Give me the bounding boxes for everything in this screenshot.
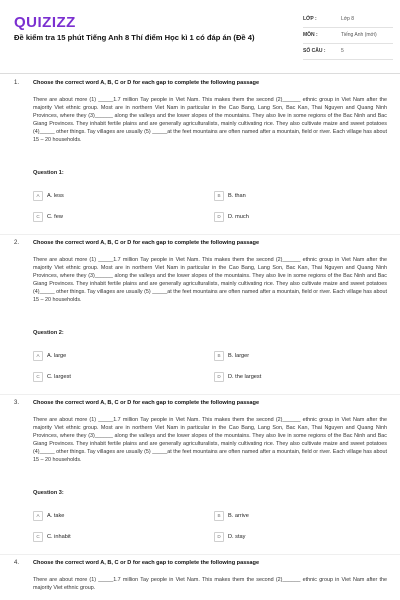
header xyxy=(0,0,400,72)
option-text: C. inhabit xyxy=(47,534,71,540)
question-label: Question 2: xyxy=(33,330,64,336)
option-letter-box: A xyxy=(33,191,43,201)
question-number: 1. xyxy=(14,80,20,86)
option-text: C. largest xyxy=(47,374,71,380)
question-passage: There are about more (1) _____1.7 million Tay people in Viet Nam. This makes them the second (2)______ ethnic group in Viet Nam after the majority Viet ethnic group. xyxy=(33,577,387,592)
option-d[interactable] xyxy=(214,532,245,542)
option-c[interactable] xyxy=(33,212,63,222)
quizizz-logo: QUIZIZZ xyxy=(14,14,76,31)
option-letter-box: A xyxy=(33,511,43,521)
meta-label: SỐ CÂU : xyxy=(303,48,326,54)
option-text: A. less xyxy=(47,193,64,199)
question-1 xyxy=(0,76,400,236)
option-text: D. stay xyxy=(228,534,246,540)
option-text: B. larger xyxy=(228,353,250,359)
meta-row-count xyxy=(303,44,393,60)
option-letter-box: D xyxy=(214,372,224,382)
option-text: A. take xyxy=(47,513,65,519)
question-number: 3. xyxy=(14,400,20,406)
option-letter-box: C xyxy=(33,212,43,222)
question-instruction: Choose the correct word A, B, C or D for each gap to complete the following passage xyxy=(33,560,260,566)
question-passage: There are about more (1) _____1.7 million Tay people in Viet Nam. This makes them the second (2)______ ethnic group in Viet Nam after the majority Viet ethnic group. Most are in northern Viet Nam in particular in the Cao Bang, Lang Son, Bac Kan, Thai Nguyen and Quang Ninh Provinces, where they (3)______ along the valleys and the lower slopes of the mountains. They also live in some regions of the Bac Ninh and Bac Giang Provinces. They inhabit fertile plains and are generally agriculturalists, mainly cultivating rice. They also cultivate maize and sweet potatoes (4)_____ other things. Tay villages are usually (5) _____at the feet mountains are often named after a mountain, field or river. Each village has about 15 – 20 households. xyxy=(33,257,387,304)
question-passage: There are about more (1) _____1.7 million Tay people in Viet Nam. This makes them the second (2)______ ethnic group in Viet Nam after the majority Viet ethnic group. Most are in northern Viet Nam in particular in the Cao Bang, Lang Son, Bac Kan, Thai Nguyen and Quang Ninh Provinces, where they (3)______ along the valleys and the lower slopes of the mountains. They also live in some regions of the Bac Ninh and Bac Giang Provinces. They inhabit fertile plains and are generally agriculturalists, mainly cultivating rice. They also cultivate maize and sweet potatoes (4)_____ other things. Tay villages are usually (5) _____at the feet mountains are often named after a mountain, field or river. Each village has about 15 – 20 households. xyxy=(33,97,387,144)
question-divider xyxy=(0,234,400,235)
meta-value: Tiếng Anh (mới) xyxy=(341,32,377,38)
option-text: D. the largest xyxy=(228,374,262,380)
meta-row-subject xyxy=(303,28,393,44)
option-b[interactable] xyxy=(214,191,246,201)
question-divider xyxy=(0,394,400,395)
option-letter-box: D xyxy=(214,212,224,222)
question-passage: There are about more (1) _____1.7 million Tay people in Viet Nam. This makes them the second (2)______ ethnic group in Viet Nam after the majority Viet ethnic group. Most are in northern Viet Nam in particular in the Cao Bang, Lang Son, Bac Kan, Thai Nguyen and Quang Ninh Provinces, where they (3)______ along the valleys and the lower slopes of the mountains. They also live in some regions of the Bac Ninh and Bac Giang Provinces. They inhabit fertile plains and are generally agriculturalists, mainly cultivating rice. They also cultivate maize and sweet potatoes (4)_____ other things. Tay villages are usually (5) _____at the feet mountains are often named after a mountain, field or river. Each village has about 15 – 20 households. xyxy=(33,417,387,464)
option-letter-box: A xyxy=(33,351,43,361)
option-d[interactable] xyxy=(214,372,261,382)
question-instruction: Choose the correct word A, B, C or D for each gap to complete the following passage xyxy=(33,240,260,246)
question-label: Question 1: xyxy=(33,170,64,176)
question-3 xyxy=(0,396,400,556)
question-number: 4. xyxy=(14,560,20,566)
option-letter-box: B xyxy=(214,351,224,361)
option-letter-box: C xyxy=(33,372,43,382)
option-c[interactable] xyxy=(33,532,71,542)
option-letter-box: B xyxy=(214,191,224,201)
question-number: 2. xyxy=(14,240,20,246)
question-instruction: Choose the correct word A, B, C or D for each gap to complete the following passage xyxy=(33,80,260,86)
meta-value: Lớp 8 xyxy=(341,16,355,22)
meta-label: MÔN : xyxy=(303,32,318,38)
option-text: B. than xyxy=(228,193,246,199)
option-a[interactable] xyxy=(33,351,66,361)
option-b[interactable] xyxy=(214,511,249,521)
option-text: B. arrive xyxy=(228,513,249,519)
meta-row-class xyxy=(303,12,393,28)
option-b[interactable] xyxy=(214,351,249,361)
meta-value: 5 xyxy=(341,48,344,54)
question-instruction: Choose the correct word A, B, C or D for each gap to complete the following passage xyxy=(33,400,260,406)
option-text: C. few xyxy=(47,214,63,220)
option-letter-box: B xyxy=(214,511,224,521)
option-a[interactable] xyxy=(33,191,64,201)
meta-table xyxy=(303,12,393,60)
option-d[interactable] xyxy=(214,212,249,222)
question-label: Question 3: xyxy=(33,490,64,496)
meta-label: LỚP : xyxy=(303,16,317,22)
option-c[interactable] xyxy=(33,372,71,382)
option-text: A. large xyxy=(47,353,67,359)
option-a[interactable] xyxy=(33,511,64,521)
option-letter-box: D xyxy=(214,532,224,542)
page-title: Đề kiểm tra 15 phút Tiếng Anh 8 Thí điểm Học kì 1 có đáp án (Đề 4) xyxy=(14,33,255,42)
header-divider xyxy=(0,73,400,74)
question-4 xyxy=(0,556,400,600)
option-letter-box: C xyxy=(33,532,43,542)
question-2 xyxy=(0,236,400,396)
option-text: D. much xyxy=(228,214,249,220)
question-divider xyxy=(0,554,400,555)
